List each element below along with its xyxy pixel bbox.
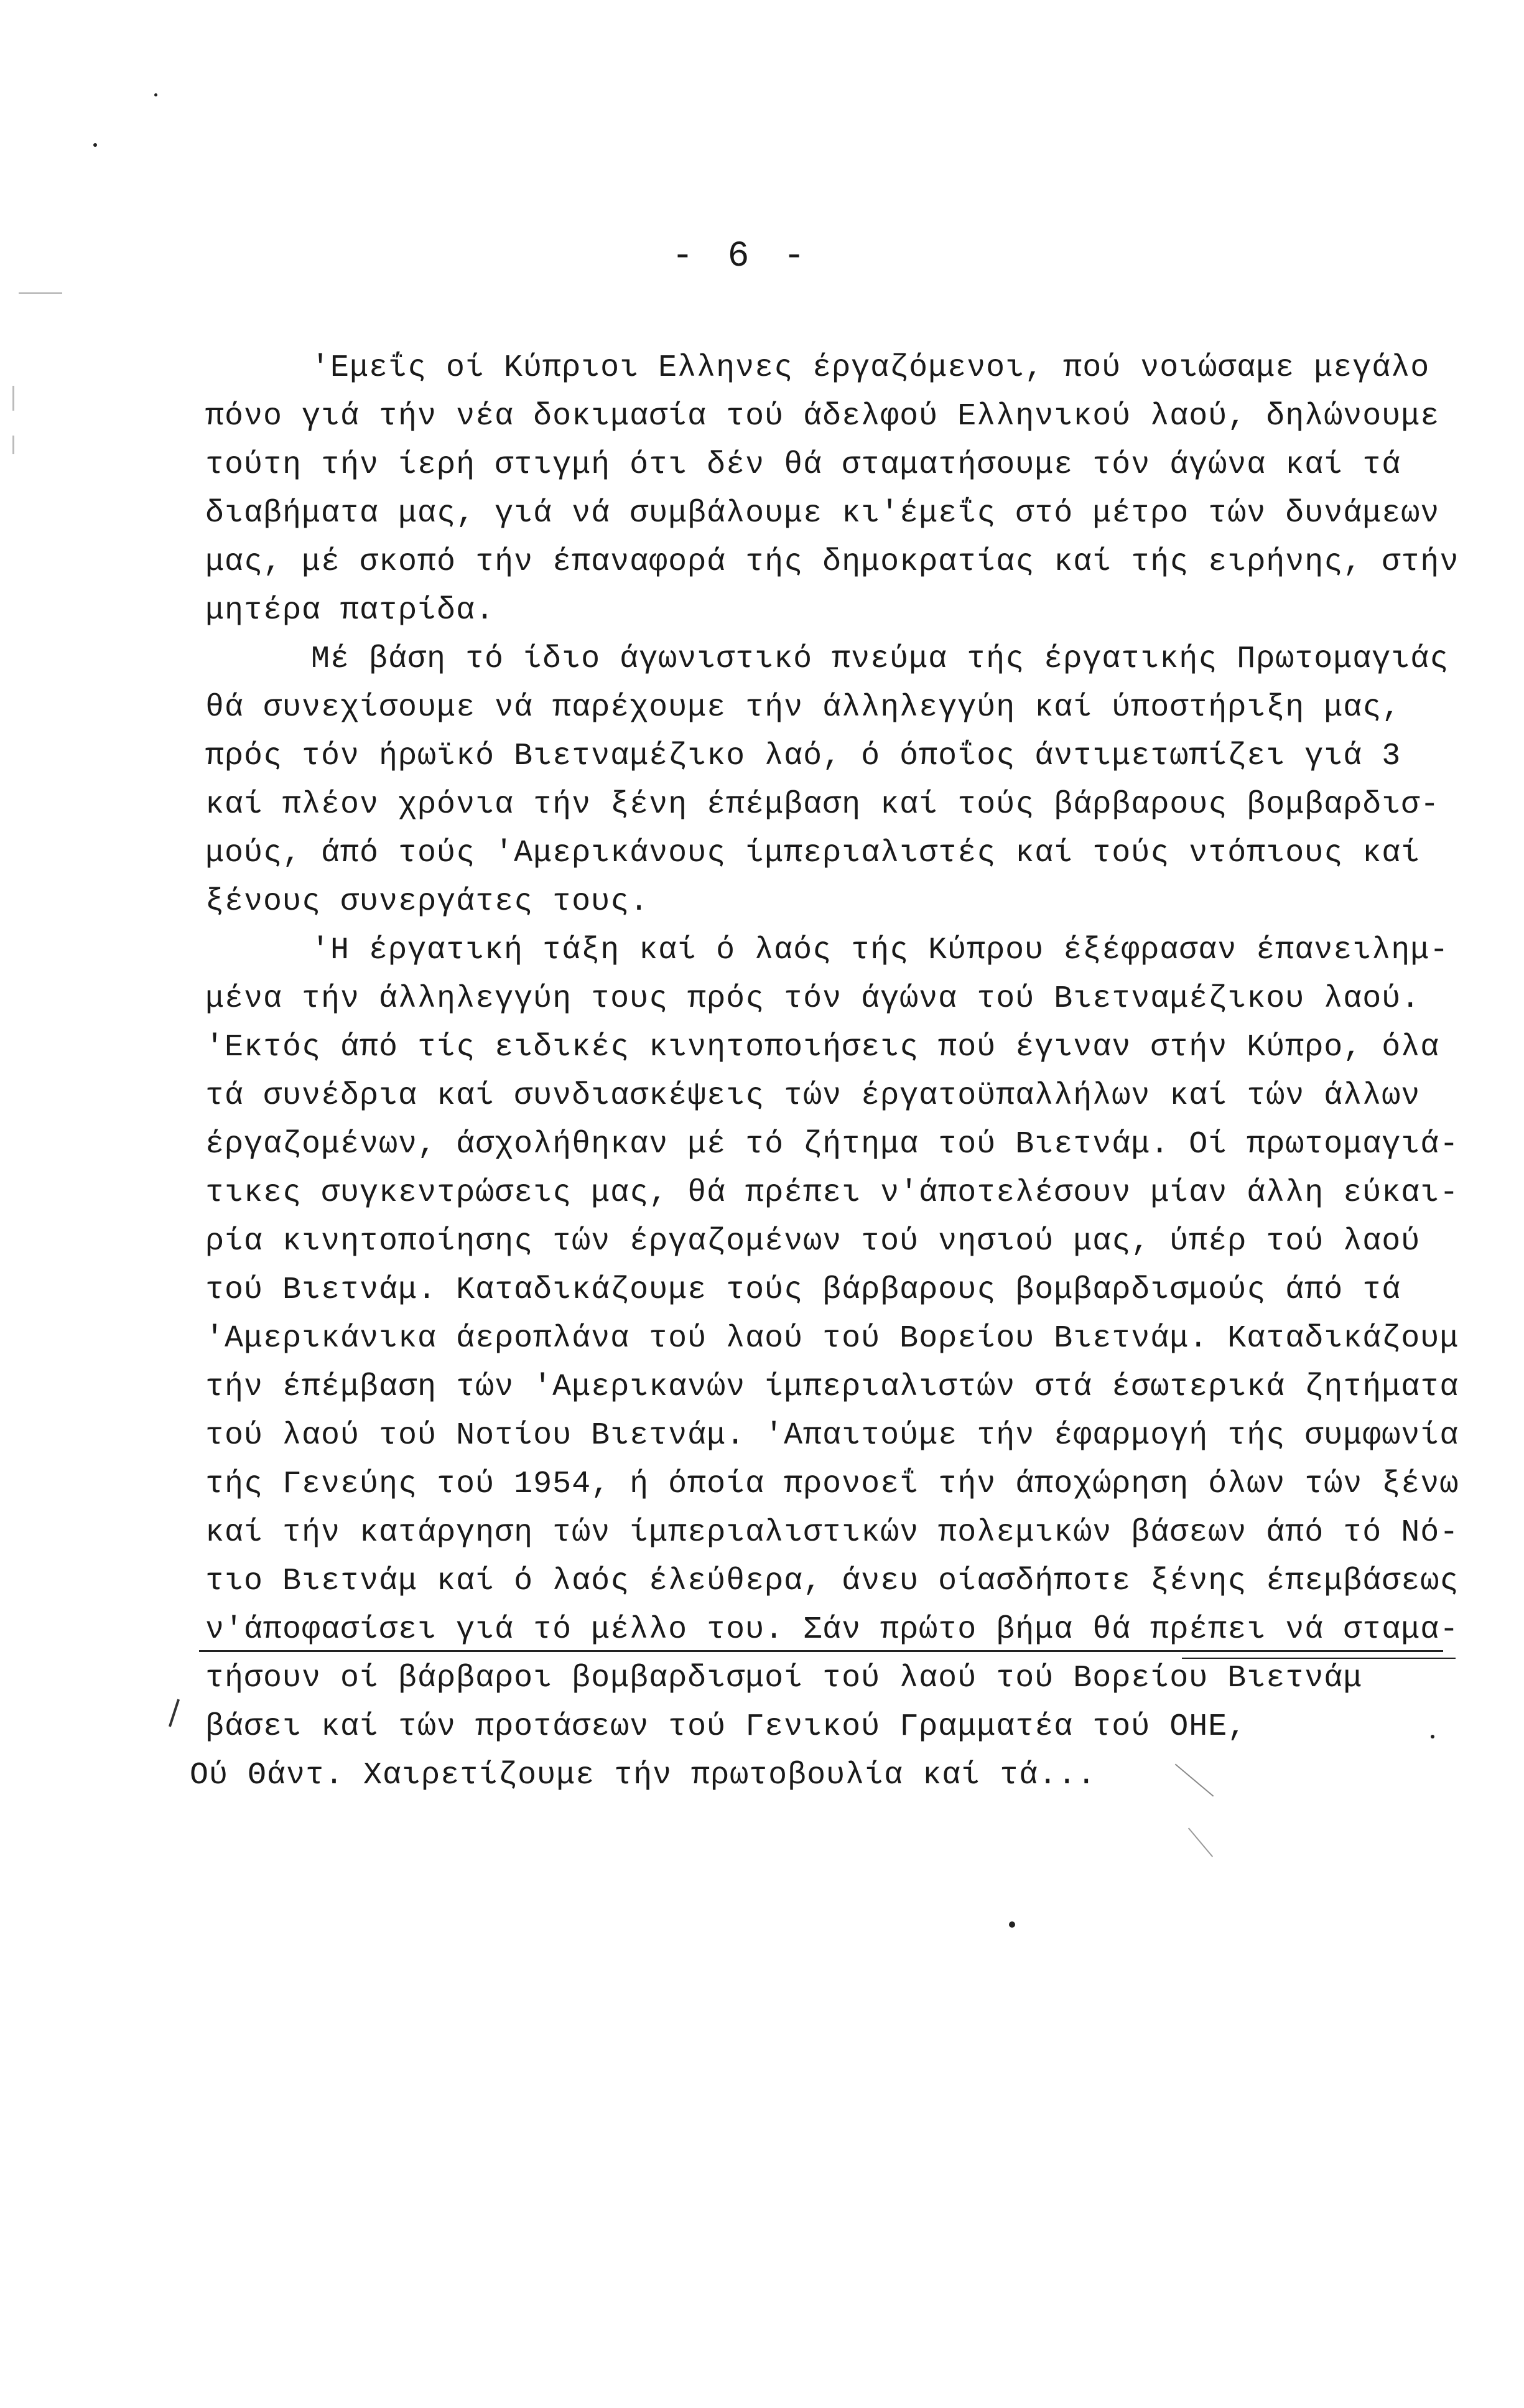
text-line: 'Εμεΐς οί Κύπριοι Ελληνες έργαζόμενοι, πού νοιώσαμε μεγάλο	[311, 350, 1430, 386]
underline-mark	[1182, 1658, 1456, 1659]
page-number: - 6 -	[672, 236, 812, 277]
underline-mark	[199, 1650, 1443, 1652]
text-line: μητέρα πατρίδα.	[205, 593, 495, 628]
text-line: ρία κινητοποίησης τών έργαζομένων τού νησιού μας, ύπέρ τού λαού	[205, 1224, 1421, 1259]
text-line: μένα τήν άλληλεγγύη τους πρός τόν άγώνα τού Βιετναμέζικου λαού.	[205, 981, 1421, 1017]
text-line: πόνο γιά τήν νέα δοκιμασία τού άδελφού Ελληνικού λαού, δηλώνουμε	[205, 399, 1440, 434]
text-line: τιο Βιετνάμ καί ό λαός έλεύθερα, άνευ οίασδήποτε ξένης έπεμβάσεως	[205, 1564, 1459, 1599]
text-line: καί πλέον χρόνια τήν ξένη έπέμβαση καί τούς βάρβαρους βομβαρδισ-	[205, 787, 1440, 823]
text-line: τού λαού τού Νοτίου Βιετνάμ. 'Απαιτούμε τήν έφαρμογή τής συμφωνία	[205, 1418, 1459, 1454]
text-line: Μέ βάση τό ίδιο άγωνιστικό πνεύμα τής έργατικής Πρωτομαγιάς	[311, 642, 1449, 677]
text-line: 'Αμερικάνικα άεροπλάνα τού λαού τού Βορείου Βιετνάμ. Καταδικάζουμ	[205, 1321, 1459, 1356]
scan-speck	[154, 93, 157, 96]
scan-streak	[1175, 1764, 1214, 1797]
text-line: διαβήματα μας, γιά νά συμβάλουμε κι'έμεΐς στό μέτρο τών δυνάμεων	[205, 496, 1440, 531]
text-line: τήσουν οί βάρβαροι βομβαρδισμοί τού λαού τού Βορείου Βιετνάμ	[205, 1661, 1363, 1696]
text-line: τικες συγκεντρώσεις μας, θά πρέπει ν'άποτελέσουν μίαν άλλη εύκαι-	[205, 1175, 1459, 1211]
scan-speck	[1431, 1735, 1434, 1738]
text-line: μούς, άπό τούς 'Αμερικάνους ίμπεριαλιστές καί τούς ντόπιους καί	[205, 836, 1421, 871]
text-line: πρός τόν ήρωϊκό Βιετναμέζικο λαό, ό όποΐος άντιμετωπίζει γιά 3	[205, 739, 1401, 774]
text-line: ξένους συνεργάτες τους.	[205, 884, 649, 920]
scan-streak	[1188, 1827, 1213, 1857]
scan-streak	[12, 436, 14, 454]
text-line: τού Βιετνάμ. Καταδικάζουμε τούς βάρβαρους βομβαρδισμούς άπό τά	[205, 1272, 1401, 1308]
text-line: ν'άποφασίσει γιά τό μέλλο του. Σάν πρώτο βήμα θά πρέπει νά σταμα-	[205, 1612, 1459, 1648]
text-line: θά συνεχίσουμε νά παρέχουμε τήν άλληλεγγύη καί ύποστήριξη μας,	[205, 690, 1401, 726]
text-line: τούτη τήν ίερή στιγμή ότι δέν θά σταματήσουμε τόν άγώνα καί τά	[205, 447, 1401, 483]
scan-speck	[1009, 1921, 1015, 1928]
margin-mark	[169, 1699, 180, 1727]
text-line: τά συνέδρια καί συνδιασκέψεις τών έργατοϋπαλλήλων καί τών άλλων	[205, 1078, 1421, 1114]
text-line: 'Η έργατική τάξη καί ό λαός τής Κύπρου έξέφρασαν έπανειλημ-	[311, 933, 1449, 968]
scan-streak	[12, 386, 14, 411]
scan-speck	[93, 143, 97, 147]
text-line: καί τήν κατάργηση τών ίμπεριαλιστικών πολεμικών βάσεων άπό τό Νό-	[205, 1515, 1459, 1551]
text-line: 'Εκτός άπό τίς ειδικές κινητοποιήσεις πού έγιναν στήν Κύπρο, όλα	[205, 1030, 1440, 1065]
scan-streak	[19, 292, 62, 294]
text-line: βάσει καί τών προτάσεων τού Γενικού Γραμματέα τού ΟΗΕ,	[205, 1709, 1247, 1745]
text-line: Ού Θάντ. Χαιρετίζουμε τήν πρωτοβουλία καί τά...	[190, 1758, 1097, 1793]
text-line: έργαζομένων, άσχολήθηκαν μέ τό ζήτημα τού Βιετνάμ. Οί πρωτομαγιά-	[205, 1127, 1459, 1162]
text-line: μας, μέ σκοπό τήν έπαναφορά τής δημοκρατίας καί τής ειρήνης, στήν	[205, 544, 1459, 580]
text-line: τήν έπέμβαση τών 'Αμερικανών ίμπεριαλιστών στά έσωτερικά ζητήματα	[205, 1370, 1459, 1405]
text-line: τής Γενεύης τού 1954, ή όποία προνοεΐ τήν άποχώρηση όλων τών ξένω	[205, 1467, 1459, 1502]
